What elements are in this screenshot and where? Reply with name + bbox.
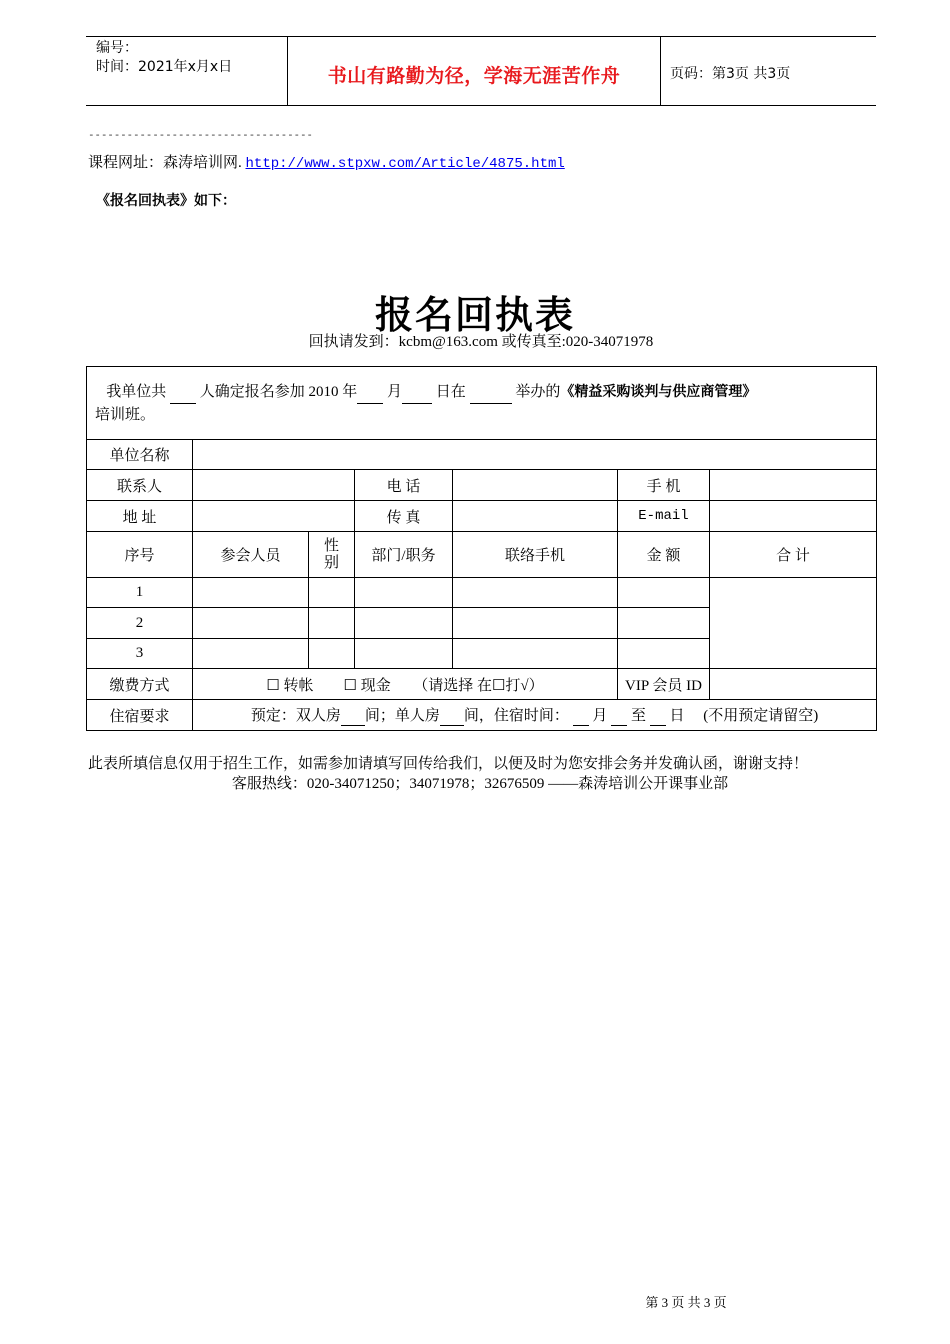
course-link[interactable]: http://www.stpxw.com/Article/4875.html xyxy=(245,156,565,172)
dept-cell[interactable] xyxy=(355,578,453,608)
attendee-cell[interactable] xyxy=(193,639,309,669)
page-info: 页码：第3页 共3页 xyxy=(670,66,791,82)
row-seq: 3 xyxy=(87,639,193,669)
lodging-text-2: 间；单人房 xyxy=(364,708,440,724)
unit-name-field[interactable] xyxy=(193,440,877,470)
total-cell[interactable] xyxy=(710,578,877,669)
col-attendee: 参会人员 xyxy=(193,532,309,578)
confirm-cell xyxy=(87,367,877,440)
start-day-blank[interactable] xyxy=(611,708,627,726)
lodging-text-6: 日 xyxy=(669,708,685,724)
address-field[interactable] xyxy=(193,501,355,532)
email-field[interactable] xyxy=(710,501,877,532)
double-room-blank[interactable] xyxy=(341,708,365,726)
intro-text: 《报名回执表》如下： xyxy=(96,193,236,209)
day-blank[interactable] xyxy=(402,381,432,404)
lodging-text-3: 间，住宿时间： xyxy=(463,708,569,724)
amount-cell[interactable] xyxy=(618,608,710,639)
confirm-text-5: 举办的 xyxy=(515,383,561,400)
gender-cell[interactable] xyxy=(309,578,355,608)
col-amount: 金 额 xyxy=(618,532,710,578)
payment-label: 缴费方式 xyxy=(87,669,193,700)
contact-mobile-cell[interactable] xyxy=(453,578,618,608)
contact-mobile-cell[interactable] xyxy=(453,608,618,639)
fax-label: 传 真 xyxy=(355,501,453,532)
time-label: 时间：2021年x月x日 xyxy=(96,59,233,75)
document-header xyxy=(86,36,876,106)
form-subtitle: 回执请发到：kcbm@163.com 或传真至:020-34071978 xyxy=(308,334,654,350)
amount-cell[interactable] xyxy=(618,578,710,608)
course-name: 《精益采购谈判与供应商管理》 xyxy=(560,383,757,400)
attendee-count-blank[interactable] xyxy=(170,381,196,404)
header-motto-cell xyxy=(287,37,661,105)
dept-cell[interactable] xyxy=(355,639,453,669)
dashed-divider: ----------------------------------- xyxy=(88,128,313,141)
vip-label: VIP 会员 ID xyxy=(618,669,710,700)
end-day-blank[interactable] xyxy=(650,708,666,726)
col-total: 合 计 xyxy=(710,532,877,578)
row-seq: 1 xyxy=(87,578,193,608)
course-line xyxy=(88,151,565,172)
confirm-text-3: 月 xyxy=(387,383,403,400)
cash-checkbox[interactable]: ☐ 现金 xyxy=(343,677,391,694)
phone-field[interactable] xyxy=(453,470,618,501)
gender-cell[interactable] xyxy=(309,639,355,669)
lodging-note: (不用预定请留空) xyxy=(703,708,819,724)
row-seq: 2 xyxy=(87,608,193,639)
table-row xyxy=(87,578,877,608)
contact-field[interactable] xyxy=(193,470,355,501)
address-label: 地 址 xyxy=(87,501,193,532)
attendee-cell[interactable] xyxy=(193,608,309,639)
start-month-blank[interactable] xyxy=(573,708,589,726)
confirm-text-1: 我单位共 xyxy=(106,383,167,400)
attendee-cell[interactable] xyxy=(193,578,309,608)
confirm-text-2: 人确定报名参加 2010 年 xyxy=(199,383,358,400)
lodging-text-5: 至 xyxy=(630,708,646,724)
lodging-cell xyxy=(193,700,877,731)
location-blank[interactable] xyxy=(470,381,512,404)
transfer-checkbox[interactable]: ☐ 转帐 xyxy=(266,677,314,694)
payment-options xyxy=(193,669,618,700)
vip-field[interactable] xyxy=(710,669,877,700)
contact-mobile-cell[interactable] xyxy=(453,639,618,669)
gender-cell[interactable] xyxy=(309,608,355,639)
email-label: E-mail xyxy=(618,501,710,532)
footer-hotline: 客服热线：020-34071250；34071978；32676509 ——森涛培训公开课事业部 xyxy=(231,776,729,792)
course-label: 课程网址：森涛培训网. xyxy=(88,155,246,171)
header-page-cell xyxy=(660,37,876,105)
mobile-label: 手 机 xyxy=(618,470,710,501)
contact-label: 联系人 xyxy=(87,470,193,501)
lodging-label: 住宿要求 xyxy=(87,700,193,731)
col-dept: 部门/职务 xyxy=(355,532,453,578)
phone-label: 电 话 xyxy=(355,470,453,501)
dept-cell[interactable] xyxy=(355,608,453,639)
header-meta-cell xyxy=(86,37,286,105)
lodging-text-1: 预定：双人房 xyxy=(250,708,341,724)
unit-name-label: 单位名称 xyxy=(87,440,193,470)
number-label: 编号： xyxy=(96,40,138,56)
fax-field[interactable] xyxy=(453,501,618,532)
confirm-text-4: 日在 xyxy=(435,383,466,400)
footer-disclaimer: 此表所填信息仅用于招生工作，如需参加请填写回传给我们，以便及时为您安排会务并发确认函，谢谢支持！ xyxy=(88,756,809,772)
mobile-field[interactable] xyxy=(710,470,877,501)
form-title: 报名回执表 xyxy=(374,293,575,337)
amount-cell[interactable] xyxy=(618,639,710,669)
col-gender: 性别 xyxy=(309,532,355,578)
page-footer: 第 3 页 共 3 页 xyxy=(645,1295,727,1310)
payment-hint: （请选择 在☐打√） xyxy=(413,677,544,694)
month-blank[interactable] xyxy=(357,381,383,404)
confirm-text-6: 培训班。 xyxy=(95,406,156,423)
col-contact-mobile: 联络手机 xyxy=(453,532,618,578)
motto-text: 书山有路勤为径，学海无涯苦作舟 xyxy=(327,65,621,87)
col-seq: 序号 xyxy=(87,532,193,578)
single-room-blank[interactable] xyxy=(440,708,464,726)
lodging-text-4: 月 xyxy=(592,708,608,724)
registration-form xyxy=(86,366,877,731)
